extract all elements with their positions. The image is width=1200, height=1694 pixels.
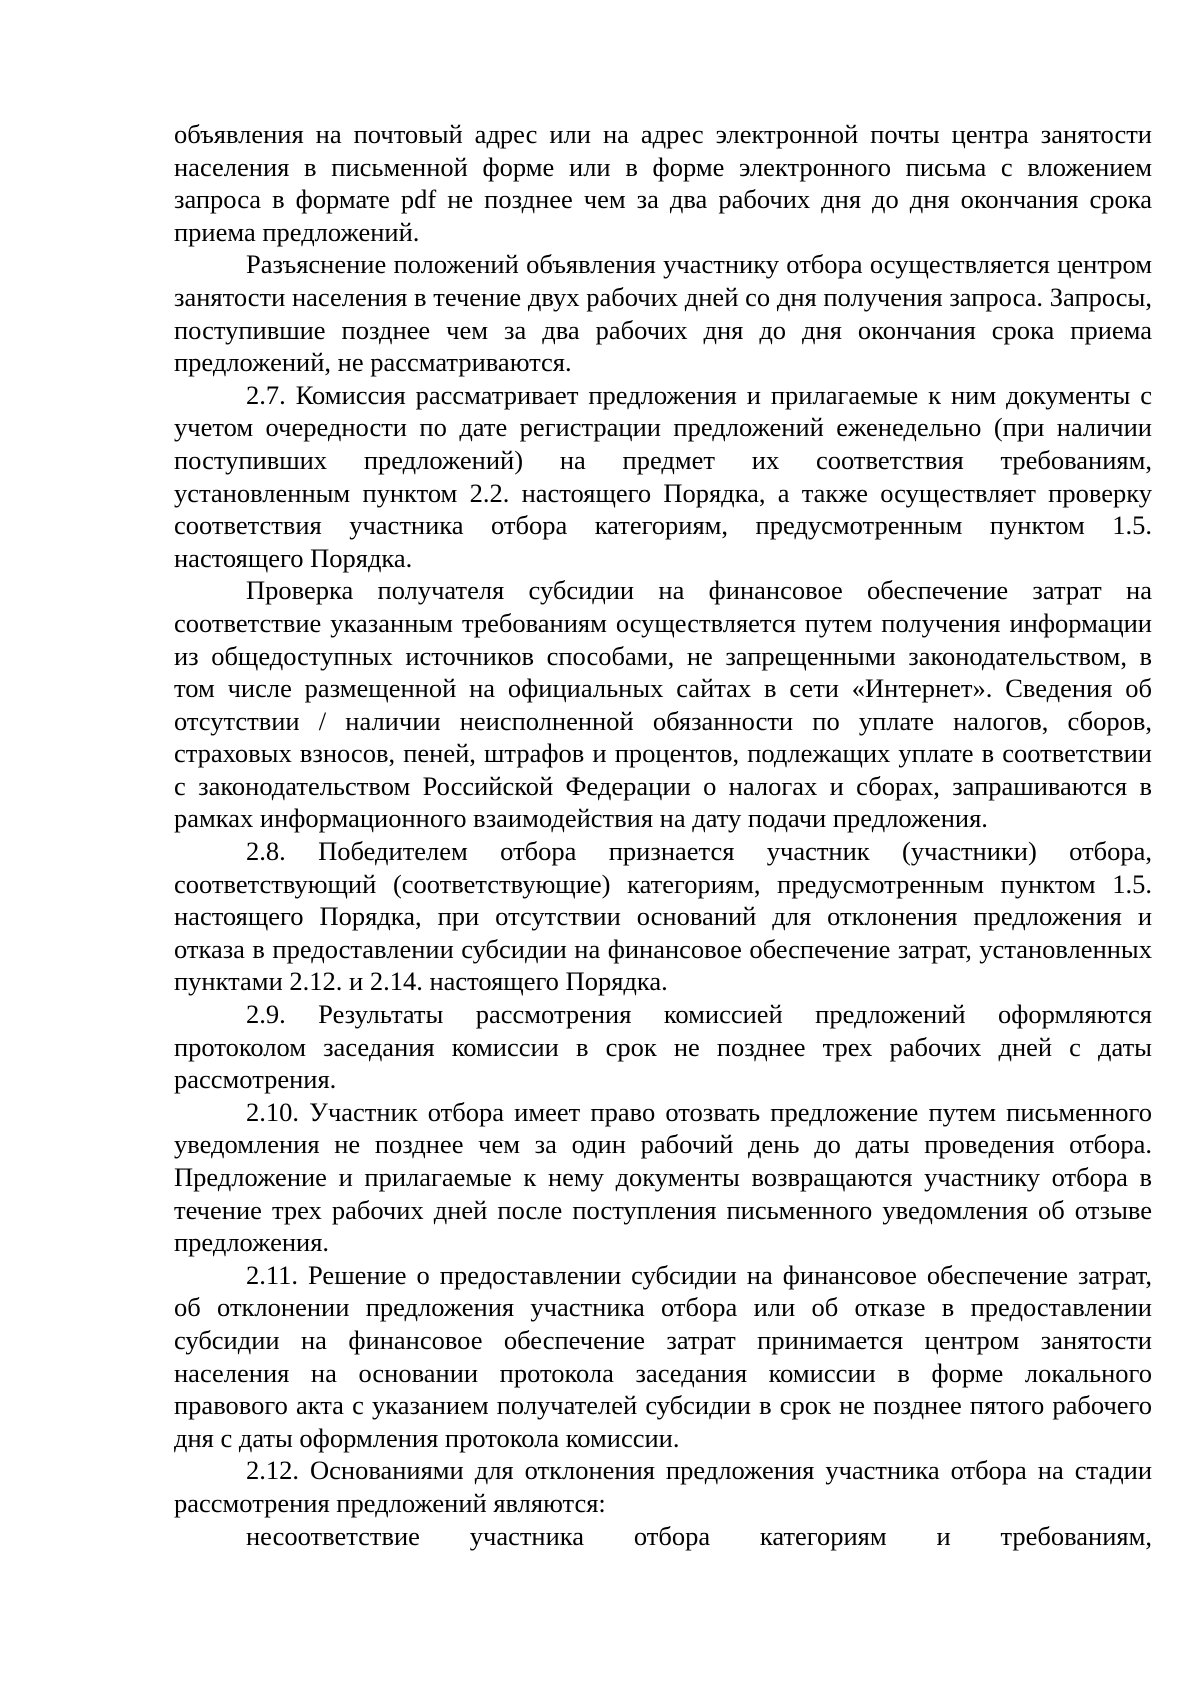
- paragraph-2-12: 2.12. Основаниями для отклонения предложения участника отбора на стадии рассмотрения предложений являются:: [174, 1455, 1152, 1518]
- paragraph-list-item: несоответствие участника отбора категориям и требованиям,: [246, 1520, 1152, 1551]
- paragraph-2-8: 2.8. Победителем отбора признается участник (участники) отбора, соответствующий (соответствующие) категориям, предусмотренным пунктом 1.5. настоящего Порядка, при отсутствии оснований для отклонения предложения и отказа в предоставлении субсидии на финансовое обеспечение затрат, установленных пунктами 2.12. и 2.14. настоящего Порядка.: [174, 836, 1152, 997]
- paragraph-continuation: объявления на почтовый адрес или на адрес электронной почты центра занятости населения в письменной форме или в форме электронного письма с вложением запроса в формате pdf не позднее чем за два рабочих дня до дня окончания срока приема предложений.: [174, 119, 1152, 247]
- paragraph-2-11: 2.11. Решение о предоставлении субсидии на финансовое обеспечение затрат, об отклонении предложения участника отбора или об отказе в предоставлении субсидии на финансовое обеспечение затрат принимается центром занятости населения на основании протокола заседания комиссии в форме локального правового акта с указанием получателей субсидии в срок не позднее пятого рабочего дня с даты оформления протокола комиссии.: [174, 1259, 1152, 1453]
- paragraph-verification: Проверка получателя субсидии на финансовое обеспечение затрат на соответствие указанным требованиям осуществляется путем получения информации из общедоступных источников способами, не запрещенными законодательством, в том числе размещенной на официальных сайтах в сети «Интернет». Сведения об отсутствии / наличии неисполненной обязанности по уплате налогов, сборов, страховых взносов, пеней, штрафов и процентов, подлежащих уплате в соответствии с законодательством Российской Федерации о налогах и сборах, запрашиваются в рамках информационного взаимодействия на дату подачи предложения.: [174, 575, 1152, 834]
- paragraph-clarification: Разъяснение положений объявления участнику отбора осуществляется центром занятости населения в течение двух рабочих дней со дня получения запроса. Запросы, поступившие позднее чем за два рабочих дня до дня окончания срока приема предложений, не рассматриваются.: [174, 249, 1152, 378]
- paragraph-2-10: 2.10. Участник отбора имеет право отозвать предложение путем письменного уведомления не позднее чем за один рабочий день до даты проведения отбора. Предложение и прилагаемые к нему документы возвращаются участнику отбора в течение трех рабочих дней после поступления письменного уведомления об отзыве предложения.: [174, 1096, 1152, 1258]
- paragraph-2-7: 2.7. Комиссия рассматривает предложения и прилагаемые к ним документы с учетом очередности по дате регистрации предложений еженедельно (при наличии поступивших предложений) на предмет их соответствия требованиям, установленным пунктом 2.2. настоящего Порядка, а также осуществляет проверку соответствия участника отбора категориям, предусмотренным пунктом 1.5. настоящего Порядка.: [174, 379, 1152, 573]
- paragraph-2-9: 2.9. Результаты рассмотрения комиссией предложений оформляются протоколом заседания комиссии в срок не позднее трех рабочих дней с даты рассмотрения.: [174, 999, 1152, 1095]
- document-body: [174, 118, 1152, 1552]
